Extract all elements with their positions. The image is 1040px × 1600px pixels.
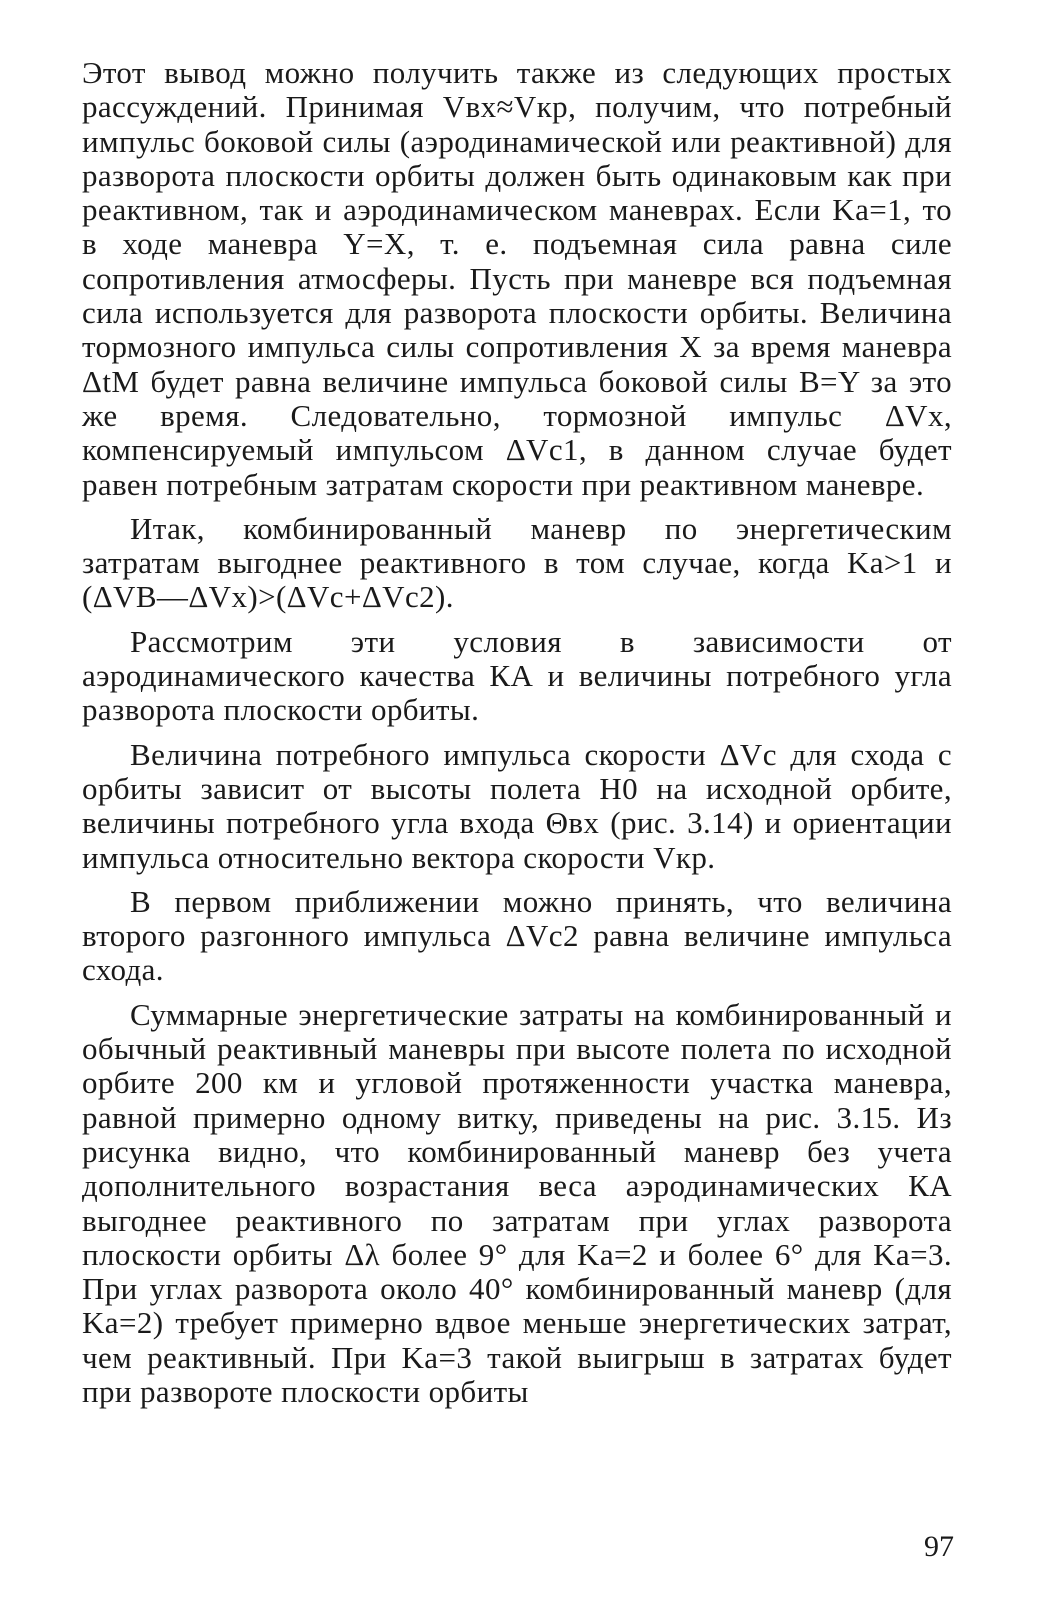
body-text [82, 56, 952, 1409]
paragraph-6: Суммарные энергетические затраты на комбинированный и обычный реактивный маневры при высоте полета по исходной орбите 200 км и угловой протяженности участка маневра, равной примерно одному витку, приведены на рис. 3.15. Из рисунка видно, что комбинированный маневр без учета дополнительного возрастания веса аэродинамических КА выгоднее реактивного по затратам при углах разворота плоскости орбиты Δλ более 9° для Kа=2 и более 6° для Kа=3. При углах разворота около 40° комбинированный маневр (для Kа=2) требует примерно вдвое меньше энергетических затрат, чем реактивный. При Kа=3 такой выигрыш в затратах будет при развороте плоскости орбиты [82, 996, 952, 1409]
paragraph-4: Величина потребного импульса скорости ΔVc для схода с орбиты зависит от высоты полета H0 на исходной орбите, величины потребного угла входа Θвх (рис. 3.14) и ориентации импульса относительно вектора скорости Vкр. [82, 736, 952, 875]
page-number: 97 [924, 1530, 954, 1563]
paragraph-1: Этот вывод можно получить также из следующих простых рассуждений. Принимая Vвх≈Vкр, получим, что потребный импульс боковой силы (аэродинамической или реактивной) для разворота плоскости орбиты должен быть одинаковым как при реактивном, так и аэродинамическом маневрах. Если Kа=1, то в ходе маневра Y=X, т. е. подъемная сила равна силе сопротивления атмосферы. Пусть при маневре вся подъемная сила используется для разворота плоскости орбиты. Величина тормозного импульса силы сопротивления X за время маневра ΔtМ будет равна величине импульса боковой силы B=Y за это же время. Следовательно, тормозной импульс ΔVx, компенсируемый импульсом ΔVc1, в данном случае будет равен потребным затратам скорости при реактивном маневре. [82, 55, 952, 502]
paragraph-2: Итак, комбинированный маневр по энергетическим затратам выгоднее реактивного в том случае, когда Kа>1 и (ΔVB—ΔVx)>(ΔVc+ΔVc2). [82, 510, 952, 615]
paragraph-3: Рассмотрим эти условия в зависимости от аэродинамического качества КА и величины потребного угла разворота плоскости орбиты. [82, 623, 952, 728]
paragraph-5: В первом приближении можно принять, что величина второго разгонного импульса ΔVc2 равна величине импульса схода. [82, 883, 952, 988]
